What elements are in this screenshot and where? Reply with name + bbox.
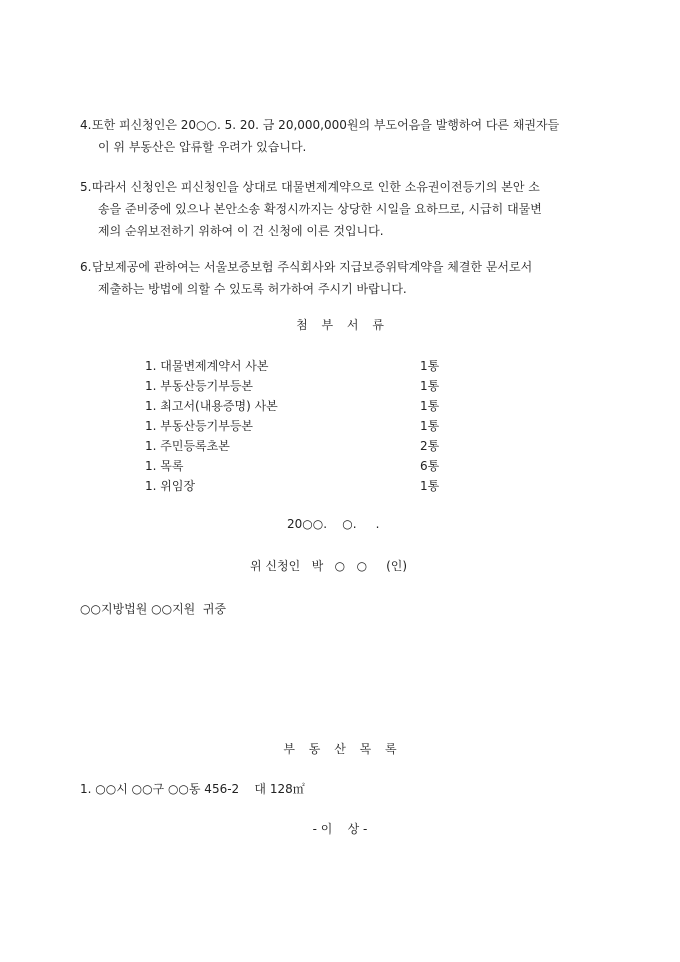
paragraph-number: 4.	[80, 118, 92, 132]
paragraph-line: 제의 순위보전하기 위하여 이 건 신청에 이른 것입니다.	[98, 224, 384, 238]
attachment-label: 1. 대물변제계약서 사본	[145, 359, 269, 373]
attachment-label: 1. 목록	[145, 459, 184, 473]
attachment-label: 1. 부동산등기부등본	[145, 419, 254, 433]
attachment-count: 1통	[420, 379, 440, 393]
end-marker: - 이 상 -	[312, 822, 368, 836]
attachment-count: 2통	[420, 439, 440, 453]
paragraph-line: 송을 준비중에 있으나 본안소송 확정시까지는 상당한 시일을 요하므로, 시급히 대물변	[98, 202, 542, 216]
attachment-count: 6통	[420, 459, 440, 473]
court-addressee: ○○지방법원 ○○지원 귀중	[80, 602, 227, 616]
paragraph-line: 또한 피신청인은 20○○. 5. 20. 금 20,000,000원의 부도어음을 발행하여 다른 채권자들	[92, 118, 560, 132]
attachment-count: 1통	[420, 399, 440, 413]
paragraph-number: 6.	[80, 260, 92, 274]
attachment-label: 1. 위임장	[145, 479, 196, 493]
document-date: 20○○. ○. .	[287, 517, 380, 531]
attachment-count: 1통	[420, 359, 440, 373]
attachments-title: 첨 부 서 류	[296, 318, 384, 332]
property-item: 1. ○○시 ○○구 ○○동 456-2 대 128㎡	[80, 782, 305, 796]
attachment-label: 1. 주민등록초본	[145, 439, 230, 453]
paragraph-line: 이 위 부동산은 압류할 우려가 있습니다.	[98, 140, 307, 154]
paragraph-6	[80, 256, 610, 300]
paragraph-line: 담보제공에 관하여는 서울보증보험 주식회사와 지급보증위탁계약을 체결한 문서로서	[92, 260, 533, 274]
paragraph-5	[80, 176, 610, 242]
property-list-title: 부 동 산 목 록	[283, 742, 397, 756]
attachment-count: 1통	[420, 479, 440, 493]
attachment-count: 1통	[420, 419, 440, 433]
attachment-label: 1. 최고서(내용증명) 사본	[145, 399, 278, 413]
paragraph-number: 5.	[80, 180, 92, 194]
attachment-label: 1. 부동산등기부등본	[145, 379, 254, 393]
applicant-signature: 위 신청인 박 ○ ○ (인)	[250, 559, 408, 573]
paragraph-line: 따라서 신청인은 피신청인을 상대로 대물변제계약으로 인한 소유권이전등기의 본안 소	[92, 180, 540, 194]
paragraph-line: 제출하는 방법에 의할 수 있도록 허가하여 주시기 바랍니다.	[98, 282, 407, 296]
paragraph-4	[80, 114, 610, 158]
